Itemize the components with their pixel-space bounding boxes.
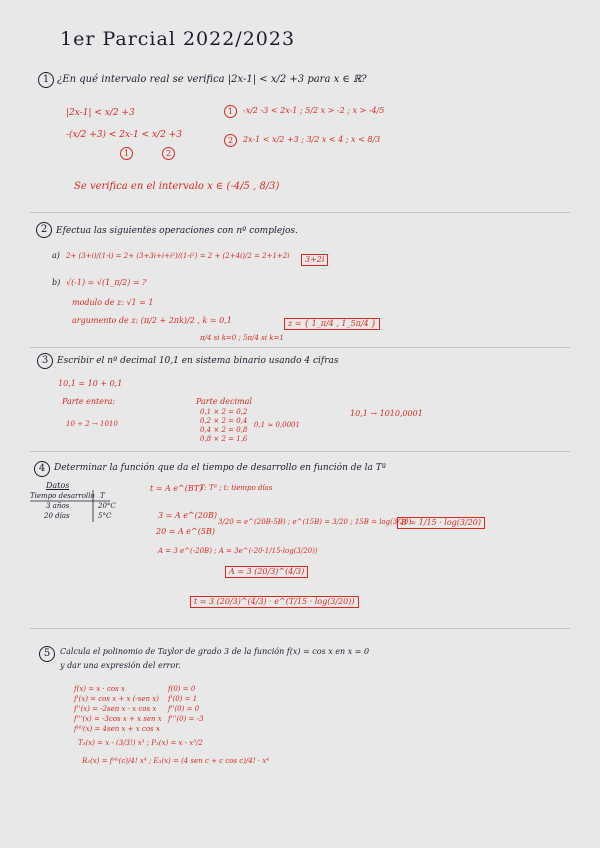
q2-part-a-work: 2+ (3+i)/(1-i) = 2+ (3+3i+i+i²)/(1-i²) = 2 + (2+4i)/2 = 2+1+2i xyxy=(66,252,290,260)
q4-model-legend: T: Tª ; t: tiempo días xyxy=(200,484,273,492)
q2-part-b-argumento: argumento de z: (π/2 + 2πk)/2 , k = 0,1 xyxy=(72,316,232,325)
q1-case2-number: 2 xyxy=(224,134,237,147)
q4-table-cell: 20 días xyxy=(44,512,70,520)
q3-decimal-label: Parte decimal xyxy=(196,397,252,406)
q3-decimal-step: 0,4 × 2 = 0,8 xyxy=(200,426,248,434)
q4-b-value: B = 1/15 · log(3/20) xyxy=(397,517,485,529)
q2-part-b-cases: π/4 si k=0 ; 5π/4 si k=1 xyxy=(200,334,284,342)
q3-entera-label: Parte entera: xyxy=(62,397,116,406)
q3-decimal-result: 0,1 ≈ 0,0001 xyxy=(254,421,300,429)
question-2-number: 2 xyxy=(36,222,52,238)
q5-error: R₃(x) = f⁽⁴⁾(c)/4! x⁴ ; E₃(x) = (4 sen c + c cos c)/4! · x⁴ xyxy=(82,757,269,765)
q3-split: 10,1 = 10 + 0,1 xyxy=(58,379,123,388)
question-5-prompt-line2: y dar una expresión del error. xyxy=(60,661,181,670)
q5-value: f'(0) = 1 xyxy=(168,695,198,703)
question-5-prompt-line1: Calcula el polinomio de Taylor de grado 3 de la función f(x) = cos x en x = 0 xyxy=(60,647,370,656)
q1-work-line2: -(x/2 +3) < 2x-1 < x/2 +3 xyxy=(66,130,182,140)
question-3-number: 3 xyxy=(37,353,53,369)
question-1-number: 1 xyxy=(38,72,54,88)
question-2-prompt: Efectua las siguientes operaciones con nº complejos. xyxy=(56,226,298,236)
q4-datos-label: Datos xyxy=(46,481,70,490)
q3-decimal-step: 0,1 × 2 = 0,2 xyxy=(200,408,248,416)
q2-part-b-work: √(-1) = √(1_π/2) = ? xyxy=(66,278,147,287)
q4-model: t = A e^(BT) xyxy=(150,484,203,493)
q2-part-b-result: z = { 1_π/4 , 1_5π/4 } xyxy=(284,318,380,330)
q4-table-cell: 20°C xyxy=(98,502,116,510)
question-4-number: 4 xyxy=(34,461,50,477)
q4-eq2: 20 = A e^(5B) xyxy=(156,527,215,536)
q5-derivative: f(x) = x · cos x xyxy=(74,685,125,693)
q1-case2-work: 2x-1 < x/2 +3 ; 3/2 x < 4 ; x < 8/3 xyxy=(243,135,381,144)
q2-part-b-label: b) xyxy=(52,278,61,287)
q2-part-a-label: a) xyxy=(52,251,60,260)
q4-final: t = 3 (20/3)^(4/3) · e^(T/15 · log(3/20)) xyxy=(190,596,359,608)
q4-eq1: 3 = A e^(20B) xyxy=(158,511,217,520)
question-1-prompt: ¿En qué intervalo real se verifica |2x-1| < x/2 +3 para x ∈ ℝ? xyxy=(57,74,367,85)
question-4-prompt: Determinar la función que da el tiempo de desarrollo en función de la Tª xyxy=(54,463,387,473)
q3-decimal-step: 0,2 × 2 = 0,4 xyxy=(200,417,248,425)
q1-work-line1: |2x-1| < x/2 +3 xyxy=(66,108,135,118)
q4-table-cell: 5°C xyxy=(98,512,112,520)
q5-value: f''(0) = 0 xyxy=(168,705,200,713)
q1-case1-number: 1 xyxy=(224,105,237,118)
q5-derivative: f⁽⁴⁾(x) = 4sen x + x cos x xyxy=(74,725,160,733)
q4-a-result: A = 3 (20/3)^(4/3) xyxy=(225,566,308,578)
q2-part-a-result: 3+2i xyxy=(301,254,328,266)
q5-derivative: f''(x) = -2sen x - x cos x xyxy=(74,705,157,713)
q3-entera-work: 10 ÷ 2 → 1010 xyxy=(66,420,118,428)
q3-final: 10,1 → 1010,0001 xyxy=(350,409,423,418)
q4-table-cell: 3 años xyxy=(46,502,70,510)
q4-table-header: Tiempo desarrollo xyxy=(30,492,95,500)
q5-value: f(0) = 0 xyxy=(168,685,196,693)
q5-value: f'''(0) = -3 xyxy=(168,715,204,723)
q1-case2-marker: 2 xyxy=(162,147,175,160)
question-3-prompt: Escribir el nº decimal 10,1 en sistema binario usando 4 cifras xyxy=(57,356,339,366)
q5-derivative: f'(x) = cos x + x (-sen x) xyxy=(74,695,159,703)
q3-decimal-step: 0,8 × 2 = 1,6 xyxy=(200,435,248,443)
q5-derivative: f'''(x) = -3cos x + x sen x xyxy=(74,715,162,723)
q5-taylor: T₃(x) = x - (3/3!) x³ ; P₃(x) = x - x³/2 xyxy=(78,739,203,747)
q1-case1-marker: 1 xyxy=(120,147,133,160)
q4-a-work: A = 3 e^(-20B) ; A = 3e^(-20·1/15·log(3/20)) xyxy=(158,547,318,555)
q4-table-header: T xyxy=(100,492,105,500)
page-title: 1er Parcial 2022/2023 xyxy=(60,28,296,50)
q2-part-b-modulo: modulo de z: √1 = 1 xyxy=(72,298,154,307)
divider xyxy=(30,628,570,629)
q1-conclusion: Se verifica en el intervalo x ∈ (-4/5 , 8/3) xyxy=(74,181,280,192)
question-5-number: 5 xyxy=(39,646,55,662)
q1-case1-work: -x/2 -3 < 2x-1 ; 5/2 x > -2 ; x > -4/5 xyxy=(243,106,385,115)
q4-ratio: 3/20 = e^(20B-5B) ; e^(15B) = 3/20 ; 15B = log(3/20) xyxy=(218,518,412,526)
